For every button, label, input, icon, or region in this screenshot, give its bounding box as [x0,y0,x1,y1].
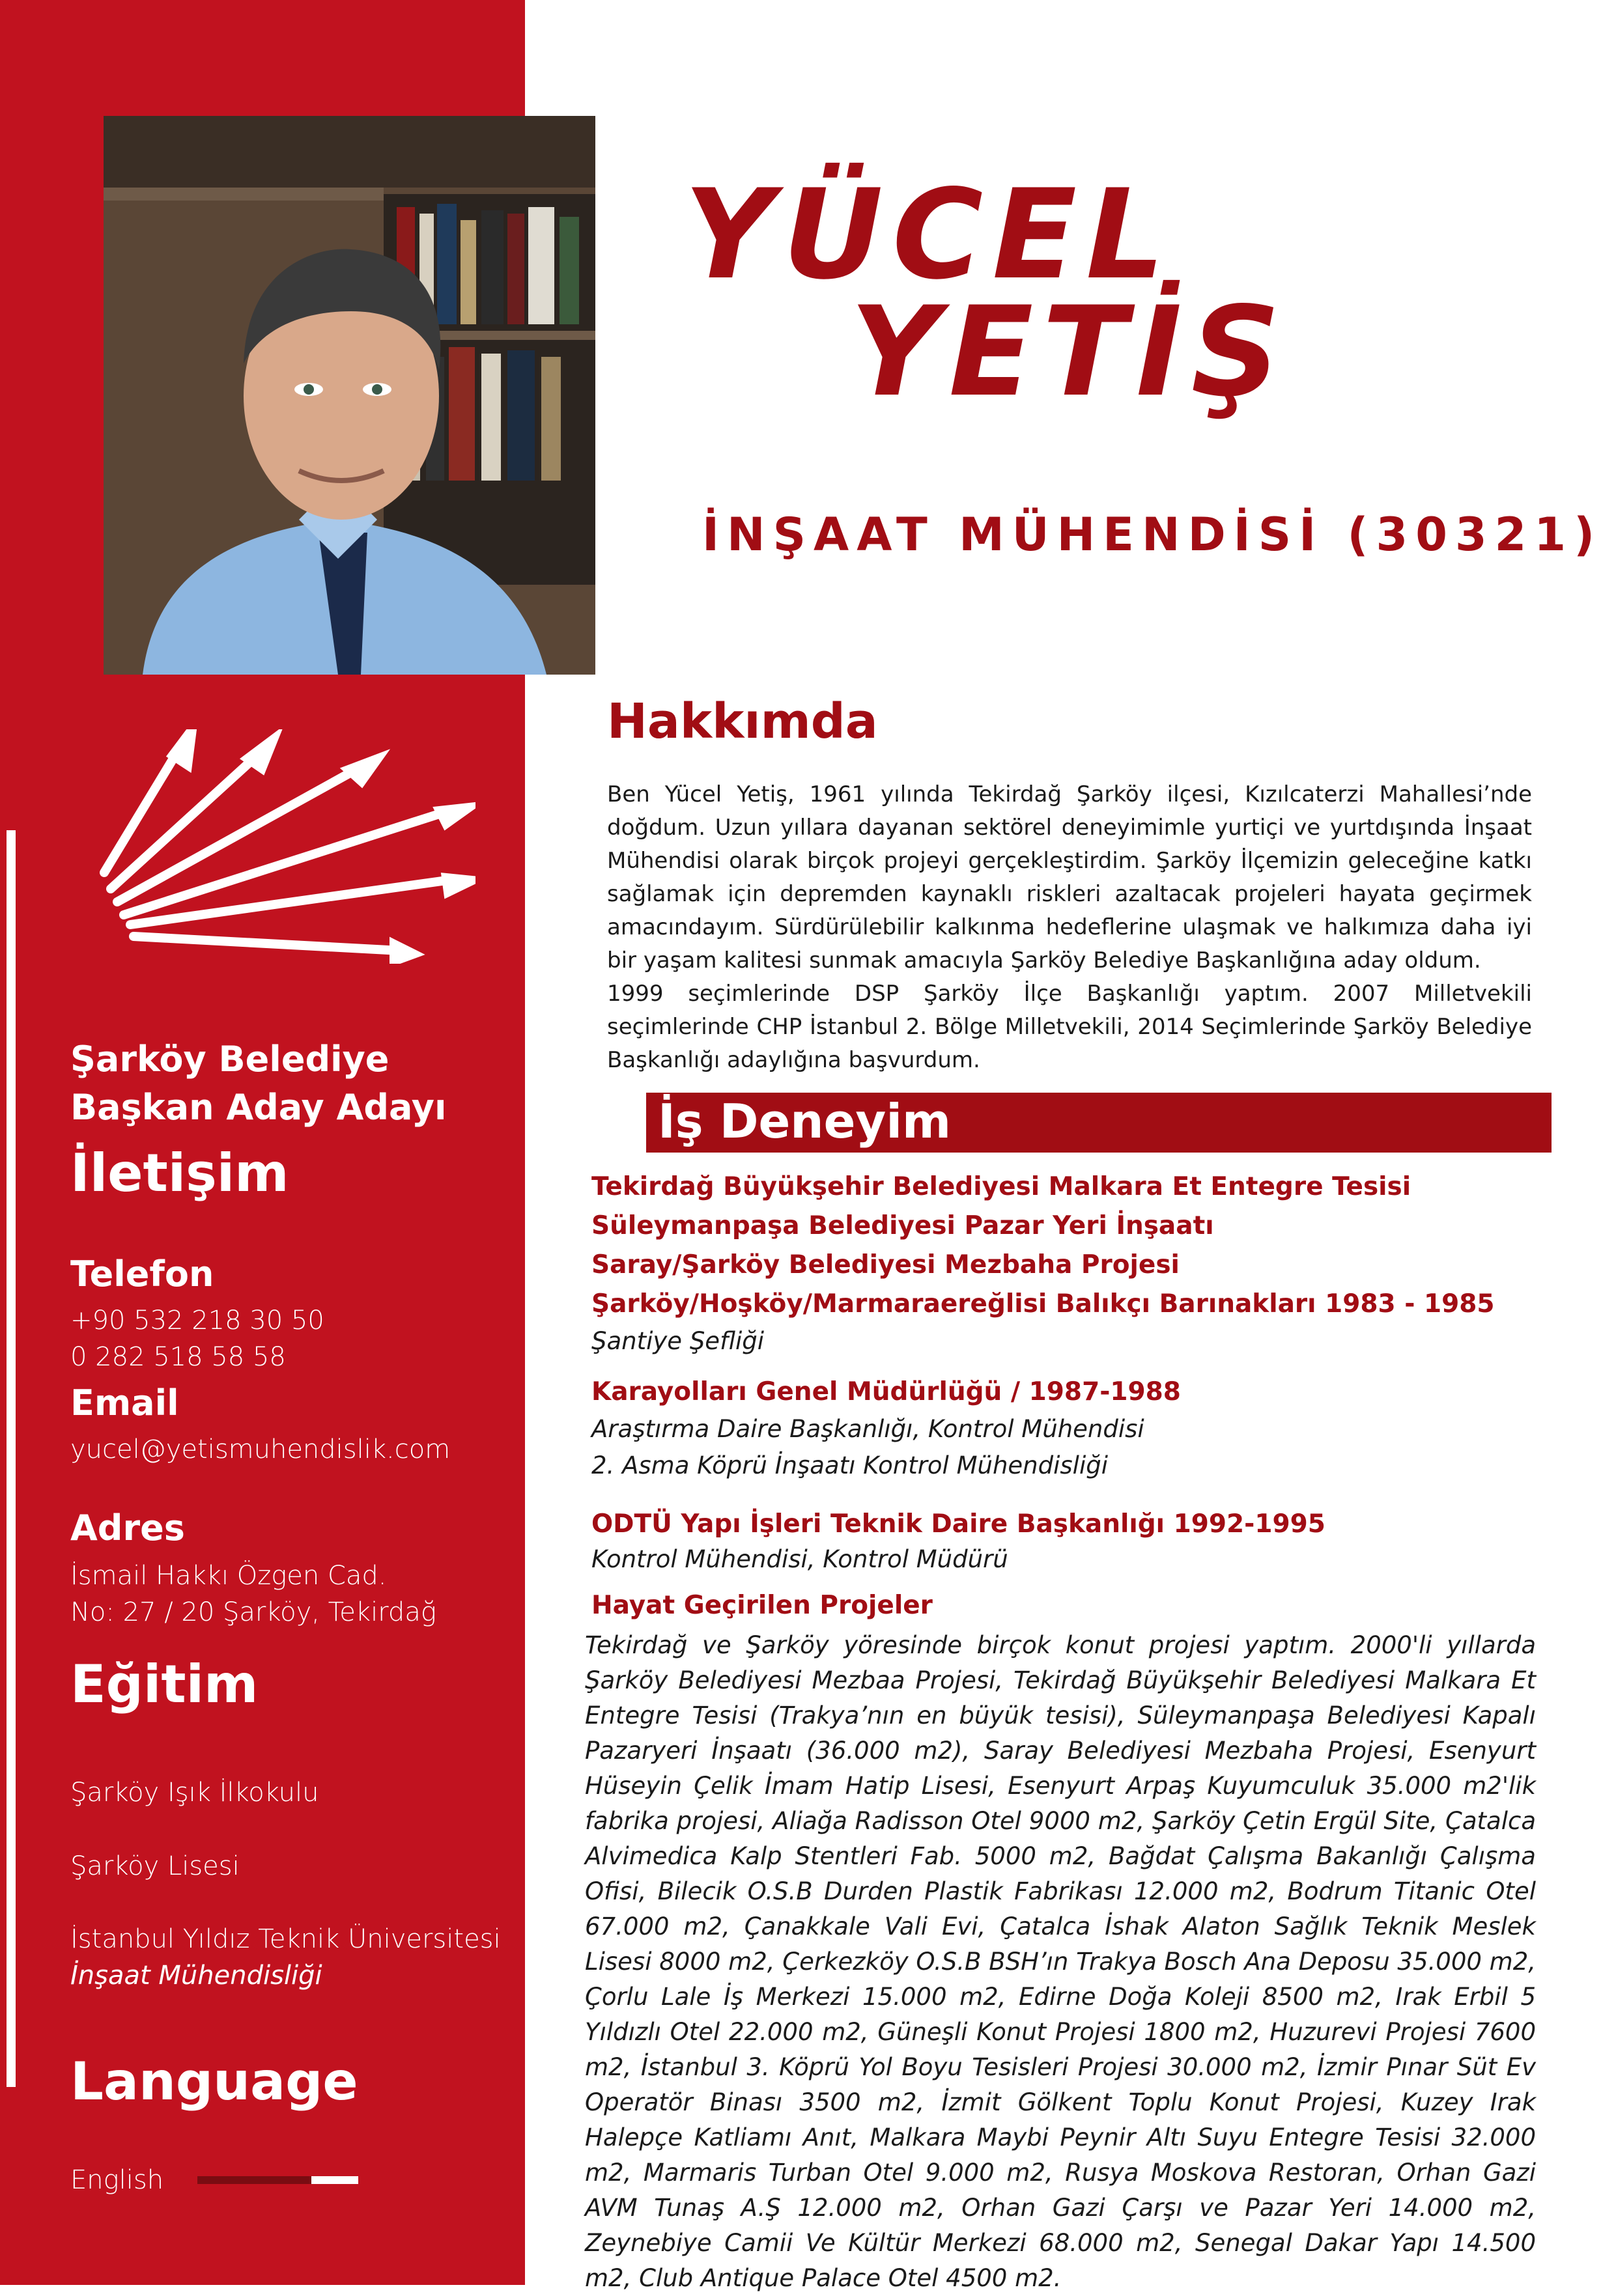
phone-heading: Telefon [70,1253,214,1295]
phone-number-2: 0 282 518 58 58 [70,1342,286,1372]
experience-heading: İş Deneyim [658,1094,952,1149]
education-item-3: İstanbul Yıldız Teknik Üniversitesi [70,1924,501,1954]
language-level-bar-remaining [311,2176,358,2184]
experience-item-2: Süleymanpaşa Belediyesi Pazar Yeri İnşaatı [591,1211,1214,1240]
education-heading: Eğitim [70,1654,259,1715]
about-paragraph-2: 1999 seçimlerinde DSP Şarköy İlçe Başkanlığı yaptım. 2007 Milletvekili seçimlerinde CHP İstanbul 2. Bölge Milletvekili, 2014 Seçimlerinde Şarköy Belediye Başkanlığı adaylığına başvurdum. [607,981,1532,1073]
job-title: İNŞAAT MÜHENDİSİ (30321) [702,508,1603,561]
projects-text: Tekirdağ ve Şarköy yöresinde birçok konut projesi yaptım. 2000'li yıllarda Şarköy Belediyesi Mezbaa Projesi, Tekirdağ Büyükşehir Belediyesi Malkara Et Entegre Tesisi (Trakya’nın en büyük tesisi), Süleymanpaşa Belediyesi Kapalı Pazaryeri İnşaatı (36.000 m2), Saray Belediyesi Mezbaha Projesi, Esenyurt Hüseyin Çelik İmam Hatip Lisesi, Esenyurt Arpaş Kuyumculuk 35.000 m2'lik fabrika projesi, Aliağa Radisson Otel 9000 m2, Şarköy Çetin Ergül Site, Çatalca Alvimedica Kalp Stentleri Fab. 5000 m2, Bağdat Çalışma Bakanlığı Çalışma Ofisi, Bilecik O.S.B Durden Plastik Fabrikası 12.000 m2, Bodrum Titanic Otel 67.000 m2, Çanakkale Vali Evi, Çatalca İshak Alaton Sağlık Teknik Meslek Lisesi 8000 m2, Çerkezköy O.S.B BSH’ın Trakya Bosch Ana Deposu 35.000 m2, Çorlu Lale İş Merkezi 15.000 m2, Edirne Doğa Koleji 8500 m2, Irak Erbil 5 Yıldızlı Otel 22.000 m2, Güneşli Konut Projesi 1800 m2, Huzurevi Projesi 7600 m2, İstanbul 3. Köprü Yol Boyu Tesisleri Projesi 30.000 m2, İzmir Pınar Süt Ev Operatör Binası 3500 m2, İzmit Gölkent Toplu Konut Projesi, Kuzey Irak Halepçe Katliamı Anıt, Malkara Maybi Peynir Altı Suyu Entegre Tesisi 32.000 m2, Marmaris Turban Otel 9.000 m2, Rusya Moskova Restoran, Orhan Gazi AVM Tunaş A.Ş 12.000 m2, Orhan Gazi Çarşı ve Pazar Yeri 14.000 m2, Zeynebiye Camii Ve Kültür Merkezi 68.000 m2, Senegal Dakar Yapı 14.500 m2, Club Antique Palace Otel 4500 m2. [585,1631,1537,2292]
candidate-role [70,1035,447,1132]
experience-item-3: Saray/Şarköy Belediyesi Mezbaha Projesi [591,1250,1180,1280]
profile-photo [104,116,595,675]
last-name: YETİŞ [850,280,1290,424]
experience-item-1: Tekirdağ Büyükşehir Belediyesi Malkara Et Entegre Tesisi [591,1172,1411,1201]
experience-role-3: 2. Asma Köprü İnşaatı Kontrol Mühendisliği [591,1451,1108,1479]
contact-heading: İletişim [70,1143,289,1203]
experience-role-4: Kontrol Mühendisi, Kontrol Müdürü [591,1545,1008,1573]
role-line-1: Şarköy Belediye [70,1039,390,1080]
about-heading: Hakkımda [607,693,878,749]
phone-number-1: +90 532 218 30 50 [70,1306,324,1336]
sidebar-divider-line [7,830,16,2087]
experience-role-1: Şantiye Şefliği [591,1327,765,1355]
address-line-1: İsmail Hakkı Özgen Cad. [70,1561,387,1591]
language-level-bar [197,2176,311,2184]
experience-item-4: Şarköy/Hoşköy/Marmaraereğlisi Balıkçı Barınakları 1983 - 1985 [591,1289,1495,1319]
about-paragraph-1: Ben Yücel Yetiş, 1961 yılında Tekirdağ Şarköy ilçesi, Kızılcaterzi Mahallesi’nde doğdum. Uzun yıllara dayanan sektörel deneyimimle yurtiçi ve yurtdışında İnşaat Mühendisi olarak birçok projeyi gerçekleştirdim. Şarköy İlçemizin geleceğine katkı sağlamak için depremden kaynaklı riskleri azaltacak projeleri hayata geçirmek amacındayım. Sürdürülebilir kalkınma hedeflerine ulaşmak ve halkımıza daha iyi bir yaşam kalitesi sunmak amacıyla Şarköy Belediye Başkanlığına aday oldum. [607,781,1532,973]
education-item-2: Şarköy Lisesi [70,1851,240,1881]
experience-role-2: Araştırma Daire Başkanlığı, Kontrol Mühendisi [591,1415,1144,1443]
first-name: YÜCEL [684,163,1174,307]
address-heading: Adres [70,1507,185,1548]
email-address[interactable]: yucel@yetismuhendislik.com [70,1435,451,1464]
language-heading: Language [70,2051,358,2112]
experience-item-6: ODTÜ Yapı İşleri Teknik Daire Başkanlığı 1992-1995 [591,1509,1325,1539]
education-item-3-department: İnşaat Mühendisliği [70,1961,322,1991]
party-logo-arrows-icon [72,729,475,964]
language-item-english: English [70,2165,164,2195]
address-line-2: No: 27 / 20 Şarköy, Tekirdağ [70,1597,436,1627]
education-item-1: Şarköy Işık İlkokulu [70,1778,319,1808]
projects-heading: Hayat Geçirilen Projeler [591,1591,933,1620]
role-line-2: Başkan Aday Adayı [70,1087,447,1128]
experience-item-5: Karayolları Genel Müdürlüğü / 1987-1988 [591,1377,1181,1407]
email-heading: Email [70,1382,179,1423]
about-text [607,778,1532,1077]
